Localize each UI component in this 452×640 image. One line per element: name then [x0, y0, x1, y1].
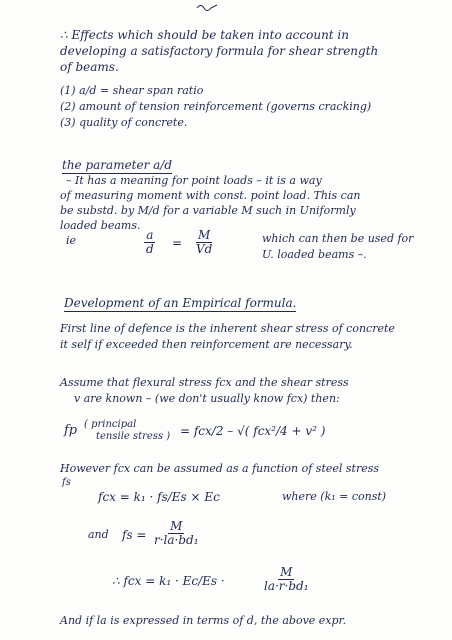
line-measuring: of measuring moment with const. point load. This can	[60, 189, 361, 202]
formula-fcx: fcx = k₁ · fs/Es × Ec	[98, 490, 220, 504]
line-however: However fcx can be assumed as a function of steel stress	[60, 462, 380, 475]
symbol-fs-note: fs	[62, 477, 71, 488]
line-it-self: it self if exceeded then reinforcement are necessary.	[60, 338, 353, 351]
line-which-can: which can then be used for	[262, 232, 414, 245]
line-loaded-beams: loaded beams.	[60, 219, 141, 232]
line-are-known: v are known – (we don't usually know fcx) then:	[74, 392, 340, 405]
note-where-const: where (k₁ = const)	[282, 490, 387, 503]
heading-parameter: the parameter a/d	[62, 158, 173, 172]
line-meaning: – It has a meaning for point loads – it is a way	[66, 174, 322, 187]
symbol-fp: fp	[64, 423, 78, 438]
note-tensile-stress: tensile stress )	[96, 431, 171, 442]
label-ie: ie	[66, 234, 77, 247]
note-principal: ( principal	[84, 419, 137, 430]
line-u-loaded: U. loaded beams –.	[262, 248, 367, 261]
line-developing: developing a satisfactory formula for shear strength	[60, 44, 379, 58]
line-and-if: And if la is expressed in terms of d, the above expr.	[60, 614, 347, 627]
line-first-line: First line of defence is the inherent shear stress of concrete	[60, 322, 395, 335]
line-substd: be substd. by M/d for a variable M such in Uniformly	[60, 204, 356, 217]
list-item-3: (3) quality of concrete.	[60, 116, 188, 129]
equals-sign: =	[172, 236, 183, 250]
principal-stress-formula: = fcx/2 – √( fcx²/4 + v² )	[180, 424, 326, 438]
fraction-fcx-result: $\frac{M}{\text{la·r·bd₁}}$	[264, 565, 309, 593]
formula-fs-lhs: fs =	[122, 528, 147, 542]
list-item-2: (2) amount of tension reinforcement (governs cracking)	[60, 100, 372, 113]
line-effects: ∴ Effects which should be taken into account in	[60, 28, 350, 42]
fraction-fs: $\frac{M}{\text{r·la·bd₁}}$	[154, 519, 199, 547]
heading-development: Development of an Empirical formula.	[64, 296, 297, 310]
label-and: and	[88, 528, 109, 541]
pen-mark-squiggle	[196, 2, 218, 12]
fraction-m-over-vd: $\frac{M}{Vd}$	[196, 228, 213, 256]
fraction-a-over-d: $\frac{a}{d}$	[146, 228, 154, 256]
list-item-1: (1) a/d = shear span ratio	[60, 84, 204, 97]
line-assume: Assume that flexural stress fcx and the shear stress	[60, 376, 349, 389]
formula-fcx-result-lhs: ∴ fcx = k₁ · Ec/Es ·	[112, 574, 225, 588]
line-of-beams: of beams.	[60, 60, 119, 74]
